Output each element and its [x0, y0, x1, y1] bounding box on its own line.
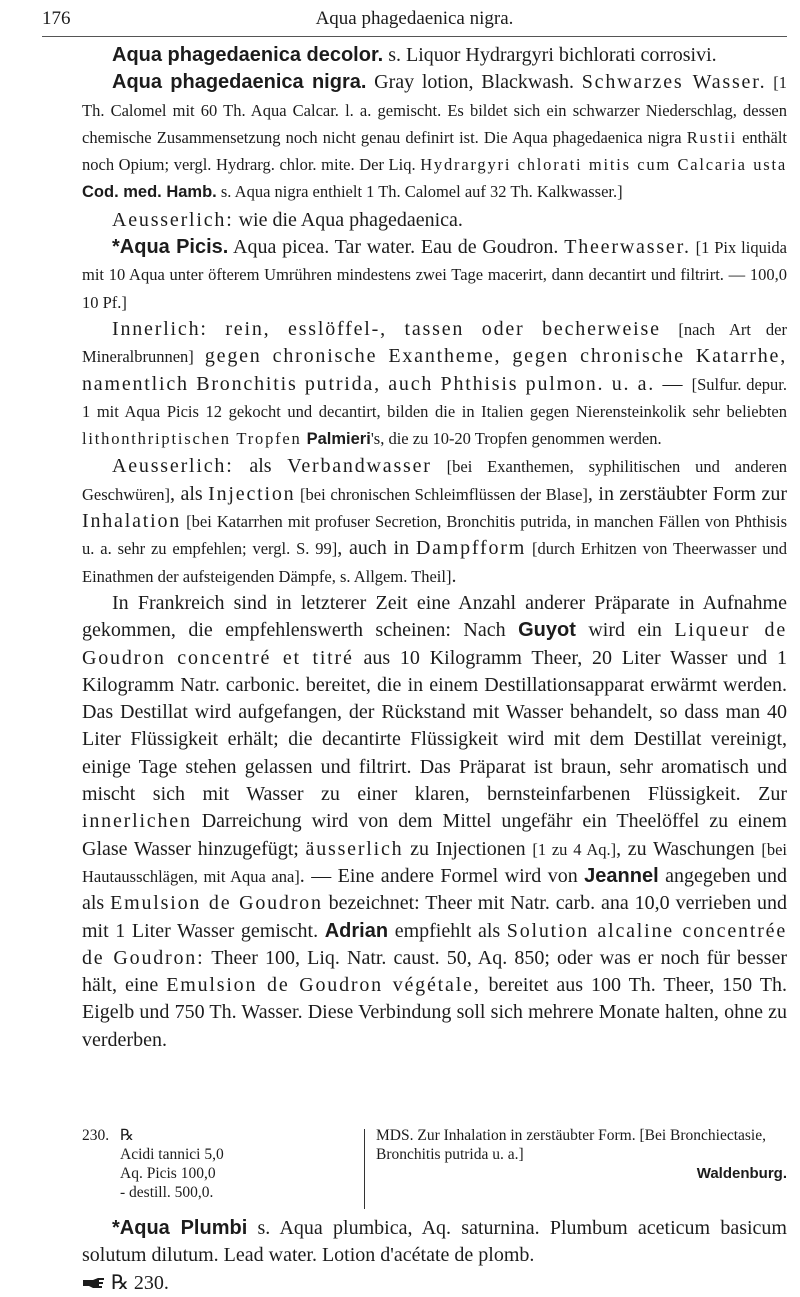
- note: [nach Art der Mineralbrunnen]: [82, 319, 787, 367]
- entry-aqua-picis: [82, 234, 787, 316]
- paragraph-text: Darreichung wird von dem Mittel ungefähr ein Theelöffel zu einem Glase Wasser hinzugefügt;: [82, 810, 787, 860]
- french-preparations-paragraph: [82, 590, 787, 1054]
- paragraph-text: bezeichnet: Theer mit Natr. carb. ana 10,0 verrieben und mit 1 Liter Wasser gemischt.: [82, 892, 787, 942]
- paragraph-text: aus 10 Kilogramm Theer, 20 Liter Wasser und 1 Kilogramm Natr. carbonic. bereitet, die in einem Destillationsapparat erwärmt werden. Das Destillat wird aufgefangen, der Rückstand mit Wasser behandelt, so dass man 40 Liter Flüssigkeit erhält; die decantirte Flüssigkeit wird mit dem Destillat vereinigt, einige Tage stehen gelassen und filtrirt. Das Präparat ist braun, sehr aromatisch und mischt sich mit Wasser zu einer klaren, bernsteinfarbenen Flüssigkeit. Zur: [82, 646, 787, 806]
- paragraph-text: , zu Waschungen: [616, 837, 762, 860]
- usage-text: rein, esslöffel-, tassen oder becherweise: [207, 317, 679, 340]
- ingredient-line: Aq. Picis 100,0: [120, 1165, 216, 1182]
- note: 's, die zu 10-20 Tropfen genommen werden.: [370, 429, 662, 449]
- person-name: Palmieri: [306, 430, 371, 449]
- preparation-note: [1 Th. Calomel mit 60 Th. Aqua Calcar. l. a. gemischt. Es bildet sich ein schwarzer Niederschlag, dessen chemische Zusammensetzung noch nicht genau definirt ist. Die Aqua phagedaenica nigra: [82, 73, 787, 147]
- note: [bei Hautausschlägen, mit Aqua ana]: [82, 839, 787, 886]
- note: [1 zu 4 Aq.]: [532, 839, 617, 859]
- usage-text: , auch in: [337, 537, 416, 560]
- person-name: Adrian: [324, 919, 389, 942]
- note: [bei chronischen Schleimflüssen der Blase]: [295, 484, 588, 504]
- page-number: 176: [42, 8, 71, 29]
- recipe-symbol: ℞: [120, 1127, 134, 1144]
- recipe-230: [82, 1126, 787, 1214]
- page-header: [42, 6, 787, 36]
- entry-aqua-phagedaenica-decolor: [82, 42, 787, 69]
- recipe-instructions: [376, 1126, 787, 1183]
- source-reference: Cod. med. Hamb.: [82, 183, 217, 202]
- recipe-reference: ℞ 230.: [111, 1271, 169, 1294]
- emphasis: Injection: [208, 482, 296, 505]
- emphasis: innerlichen: [82, 810, 192, 833]
- entry-aqua-phagedaenica-nigra: [82, 69, 787, 206]
- usage-external: [82, 207, 787, 234]
- recipe-author: Waldenburg.: [696, 1165, 787, 1182]
- entry-aqua-plumbi-block: [82, 1215, 787, 1297]
- note: [durch Erhitzen von Theerwasser und Einathmen der aufsteigenden Dämpfe, s. Allgem. Theil]: [82, 539, 787, 586]
- header-rule: [42, 36, 787, 37]
- paragraph-text: angegeben und als: [82, 864, 787, 915]
- ingredient-list: [120, 1126, 224, 1202]
- emphasis: Solution alcaline concentrée de Goudron:: [82, 919, 788, 969]
- recipe-number: 230.: [82, 1127, 110, 1144]
- emphasis: Emulsion de Goudron: [110, 892, 323, 915]
- person-name: Guyot: [518, 619, 576, 642]
- usage-text: als: [233, 455, 288, 478]
- usage-label: Aeusserlich:: [112, 455, 234, 478]
- preparation-note: [1 Pix liquida mit 10 Aqua unter öfterem Umrühren mindestens zwei Tage macerirt, dann decantirt und filtrirt. — 100,0 10 Pf.]: [82, 238, 787, 312]
- instruction-text: MDS. Zur Inhalation in zerstäubter Form. [Bei Bronchiectasie, Bronchitis putrida u. a.]: [376, 1127, 766, 1163]
- synonyms: Gray lotion, Blackwash.: [366, 71, 582, 94]
- cross-reference-line: [82, 1270, 787, 1297]
- emphasis: Rustii: [686, 127, 737, 147]
- preparation-note: s. Aqua nigra enthielt 1 Th. Calomel auf 32 Th. Kalkwasser.]: [216, 182, 623, 202]
- emphasis: Inhalation: [82, 510, 182, 533]
- entry-text: s. Liquor Hydrargyri bichlorati corrosivi.: [383, 44, 717, 66]
- ingredient-line: - destill. 500,0.: [120, 1184, 214, 1201]
- emphasis: Liqueur de Goudron concentré et titré: [82, 619, 788, 669]
- headword: Aqua phagedaenica nigra.: [112, 71, 367, 94]
- paragraph-text: Theer 100, Liq. Natr. caust. 50, Aq. 850; oder was er noch für besser hält, eine: [82, 946, 787, 997]
- running-title: Aqua phagedaenica nigra.: [315, 8, 514, 29]
- emphasis: Dampfform: [415, 537, 527, 560]
- note: [Sulfur. depur. 1 mit Aqua Picis 12 gekocht und decantirt, bilden die in Italien gegen Nierensteinkolik sehr beliebten: [82, 374, 787, 421]
- usage-label: Innerlich:: [112, 317, 208, 340]
- usage-text: , als: [169, 482, 209, 505]
- paragraph-text: bereitet aus 100 Th. Theer, 150 Th. Eigelb und 750 Th. Wasser. Diese Verbindung soll sich mehrere Monate halten, ohne zu verderben.: [82, 974, 787, 1051]
- usage-text: .: [451, 564, 457, 587]
- paragraph-text: In Frankreich sind in letzterer Zeit eine Anzahl anderer Präparate in Aufnahme gekommen, die empfehlenswerth scheinen: Nach: [82, 591, 787, 642]
- usage-text: , in zerstäubter Form zur: [587, 482, 787, 505]
- pointing-hand-icon: [82, 1276, 106, 1290]
- entry-text: s. Aqua plumbica, Aq. saturnina. Plumbum aceticum basicum solutum dilutum. Lead water. Lotion d'acétate de plomb.: [82, 1217, 787, 1267]
- ingredient-line: Acidi tannici 5,0: [120, 1146, 224, 1163]
- paragraph-text: zu Injectionen: [403, 837, 533, 860]
- preparation-note: enthält noch Opium; vergl. Hydrarg. chlor. mite. Der Liq.: [82, 127, 787, 175]
- usage-label: Aeusserlich:: [112, 208, 234, 231]
- paragraph-text: wird ein: [575, 619, 675, 642]
- page-body: [82, 42, 787, 1054]
- paragraph-text: . — Eine andere Formel wird von: [299, 864, 585, 887]
- german-name: Theerwasser.: [564, 236, 691, 259]
- entry-aqua-plumbi: [82, 1215, 787, 1270]
- synonyms: Aqua picea. Tar water. Eau de Goudron.: [228, 236, 565, 259]
- emphasis: Hydrargyri chlorati mitis cum Calcaria usta: [420, 155, 787, 175]
- note: [bei Katarrhen mit profuser Secretion, Bronchitis putrida, in manchen Fällen von Phthisis u. a. sehr zu empfehlen; vergl. S. 99]: [82, 512, 787, 559]
- paragraph-text: empfiehlt als: [388, 919, 507, 942]
- headword: Aqua phagedaenica decolor.: [112, 44, 384, 66]
- usage-text: gegen chronische Exantheme, gegen chronische Katarrhe, namentlich Bronchitis putrida, auch Phthisis pulmon. u. a. —: [82, 345, 787, 395]
- emphasis: Emulsion de Goudron végétale,: [166, 974, 481, 997]
- usage-external: [82, 453, 787, 589]
- note: [bei Exanthemen, syphilitischen und anderen Geschwüren]: [82, 457, 788, 504]
- german-name: Schwarzes Wasser.: [581, 71, 767, 94]
- person-name: Jeannel: [584, 864, 659, 887]
- emphasis: lithonthriptischen Tropfen: [82, 429, 302, 449]
- usage-text: wie die Aqua phagedaenica.: [233, 208, 463, 231]
- emphasis: äusserlich: [305, 837, 404, 860]
- emphasis: Verbandwasser: [287, 455, 432, 478]
- headword: *Aqua Picis.: [112, 236, 229, 259]
- recipe-divider: [364, 1129, 365, 1209]
- usage-internal: [82, 316, 787, 453]
- headword: *Aqua Plumbi: [112, 1217, 248, 1239]
